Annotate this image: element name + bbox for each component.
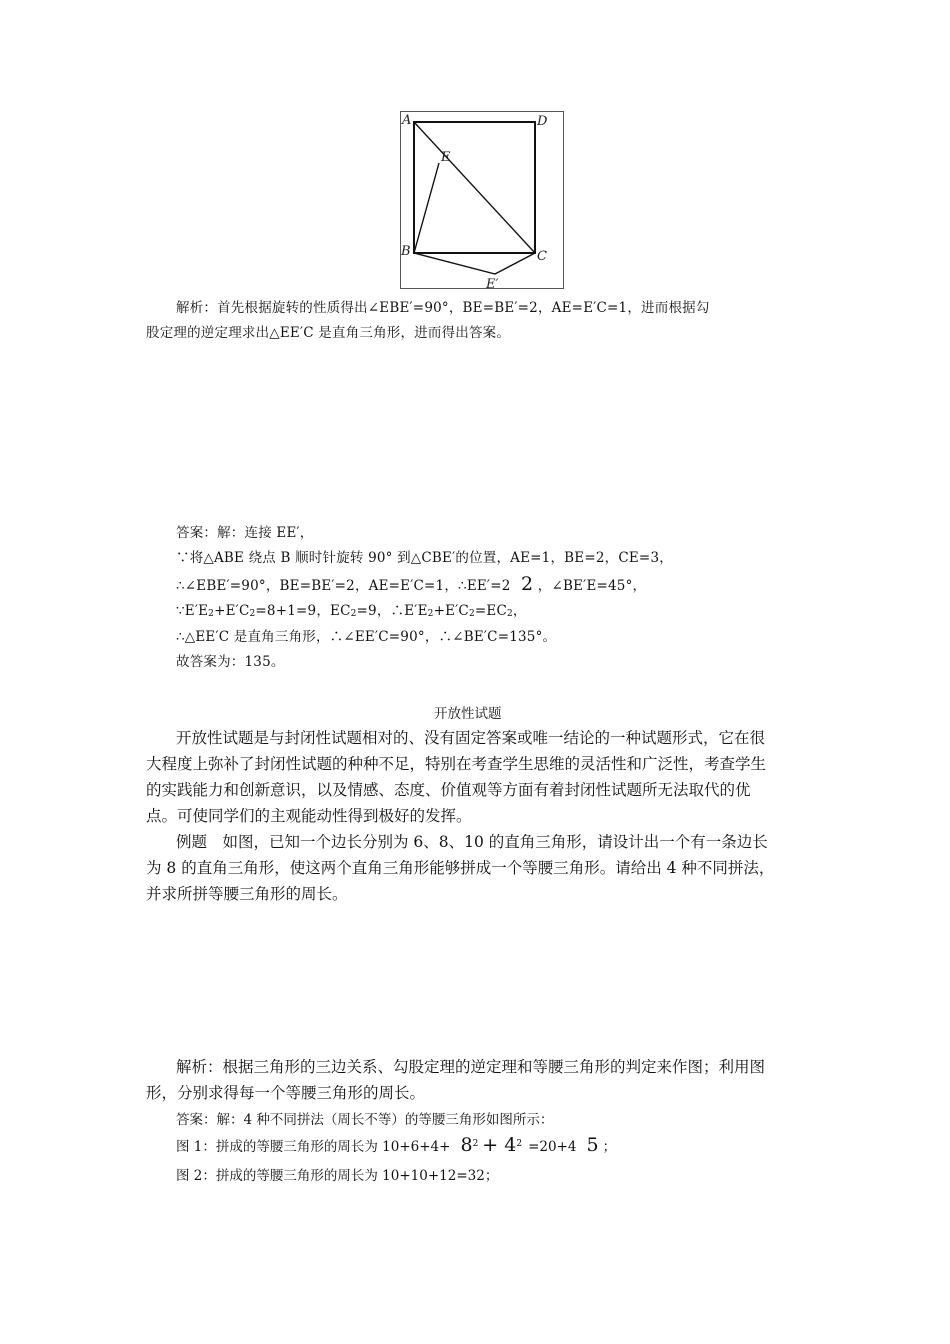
answer2-fig1-d: =20+4 [528, 1139, 577, 1155]
answer2-fig1-b: 8 [460, 1134, 473, 1156]
answer2-fig1-f: ； [602, 1139, 617, 1155]
answer1-line5: ∴△EE′C 是直角三角形，∴∠EE′C=90°，∴∠BE′C=135°。 [176, 629, 557, 645]
geometry-figure [400, 111, 564, 289]
label-c: C [537, 249, 547, 264]
para1-line4: 点。可使同学们的主观能动性得到极好的发挥。 [146, 807, 472, 825]
answer2-fig1-e: 5 [586, 1134, 599, 1156]
answer1-line4-sup6: 2 [506, 609, 513, 619]
answer1-line1: 答案：解：连接 EE′， [176, 525, 314, 541]
example-line1: 例题 如图，已知一个边长分别为 6、8、10 的直角三角形，请设计出一个有一条边长 [176, 833, 768, 851]
example-line2: 为 8 的直角三角形，使这两个直角三角形能够拼成一个等腰三角形。请给出 4 种不同拼法， [146, 859, 775, 877]
answer1-line6: 故答案为：135。 [176, 654, 285, 670]
answer1-line4-e: +E′C [433, 603, 469, 619]
answer1-line4-sup1: 2 [208, 609, 215, 619]
answer1-line2: ∵将△ABE 绕点 B 顺时针旋转 90° 到△CBE′的位置，AE=1，BE=2，CE=3， [176, 550, 673, 566]
answer1-line4-b: +E′C [214, 603, 250, 619]
analysis2-line2: 形，分别求得每一个等腰三角形的周长。 [146, 1084, 426, 1102]
answer2-fig1 [176, 1134, 616, 1156]
answer1-line4-a: ∵E′E [176, 603, 209, 619]
answer1-line4-sup3: 2 [350, 609, 357, 619]
example-line3: 并求所拼等腰三角形的周长。 [146, 885, 348, 903]
segment-be-prime-c [414, 253, 535, 274]
answer1-line3 [176, 573, 646, 595]
answer1-line4-sup2: 2 [249, 609, 256, 619]
answer1-line4-f: =EC [474, 603, 507, 619]
answer2-fig2: 图 2：拼成的等腰三角形的周长为 10+10+12=32； [176, 1168, 499, 1184]
answer1-line4-sup5: 2 [468, 609, 475, 619]
section-title: 开放性试题 [434, 706, 502, 722]
answer1-line4-g: ， [512, 603, 527, 619]
answer1-line4-d: =9，∴E′E [356, 603, 428, 619]
label-e-prime: E′ [486, 277, 499, 289]
answer2-line1: 答案：解：4 种不同拼法（周长不等）的等腰三角形如图所示： [176, 1112, 554, 1128]
answer2-fig1-c: + 4 [482, 1134, 517, 1156]
answer1-line3-c: ，∠BE′E=45°， [537, 578, 647, 594]
segment-be [414, 163, 439, 253]
analysis1-line1: 解析：首先根据旋转的性质得出∠EBE′=90°，BE=BE′=2，AE=E′C=1，进而根据勾 [176, 300, 710, 316]
analysis1-line2: 股定理的逆定理求出△EE′C 是直角三角形，进而得出答案。 [146, 325, 511, 341]
label-a: A [402, 113, 412, 128]
answer2-fig1-sup2: 2 [516, 1139, 523, 1149]
para1-line1: 开放性试题是与封闭性试题相对的、没有固定答案或唯一结论的一种试题形式，它在很 [176, 729, 766, 747]
answer2-fig1-a: 图 1：拼成的等腰三角形的周长为 10+6+4+ [176, 1139, 451, 1155]
answer1-line3-a: ∴∠EBE′=90°，BE=BE′=2，AE=E′C=1，∴EE′=2 [176, 578, 511, 594]
answer1-line4 [176, 599, 527, 619]
analysis2-line1: 解析：根据三角形的三边关系、勾股定理的逆定理和等腰三角形的判定来作图；利用图 [176, 1058, 766, 1076]
para1-line2: 大程度上弥补了封闭性试题的种种不足，特别在考查学生思维的灵活性和广泛性，考查学生 [146, 755, 767, 773]
answer1-line4-sup4: 2 [427, 609, 434, 619]
para1-line3: 的实践能力和创新意识，以及情感、态度、价值观等方面有着封闭性试题所无法取代的优 [146, 781, 751, 799]
label-d: D [537, 114, 548, 129]
answer1-line4-c: =8+1=9，EC [255, 603, 351, 619]
answer1-sqrt-2: 2 [521, 573, 534, 595]
label-e: E [441, 150, 451, 165]
label-b: B [401, 244, 411, 259]
answer2-fig1-sup1: 2 [472, 1139, 479, 1149]
square-rotation-diagram [400, 111, 564, 289]
